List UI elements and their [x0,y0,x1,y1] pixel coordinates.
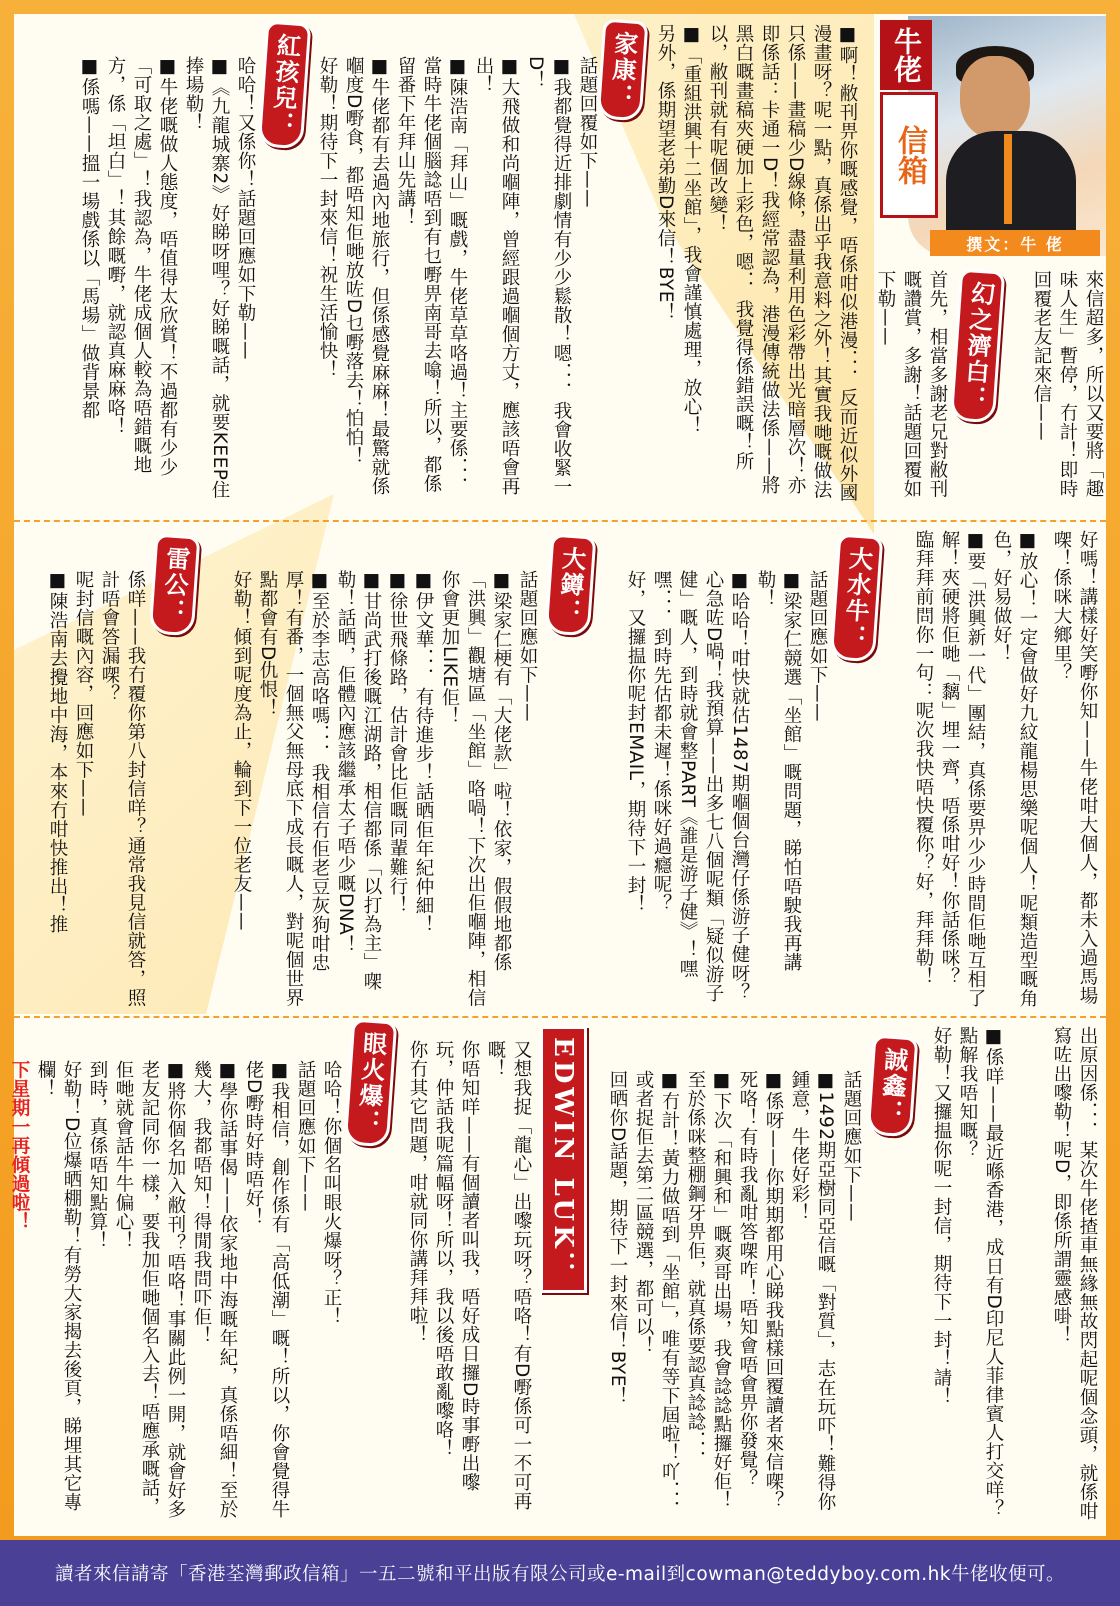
letter-tag-jiakang: 家康： [597,19,649,122]
paragraph: 好勒！期待下一封來信！祝生活愉快！ [317,56,338,379]
middle-answers [880,530,1040,1008]
letter-jiakang [300,56,600,506]
paragraph: 哈哈！又係你！話題回應如下勒—— [235,56,256,360]
closing-line: 下星期一再傾過啦！ [9,1060,30,1231]
paragraph: 你冇其它問題，咁就同你講拜拜啦！ [407,1040,428,1344]
paragraph: 好勒！D位爆晒棚勒！有勞大家揭去後頁，睇埋其它專欄！ [35,1060,82,1512]
letter-leigong [22,570,148,1008]
paragraph: 臨拜拜前問你一句：呢次我快唔快覆你？好，拜拜勒！ [913,530,934,986]
paragraph: 係咩——我冇覆你第八封信咩？通常我見信就答，照計唔會答漏㗎？ [99,570,146,1007]
paragraph: ■冇計！黃力做唔到「坐館」，唯有等下屆啦！吖．．．或者捉佢去第二區競選，都可以！ [633,1070,680,1520]
paragraph: 好嗎！講樣好笑嘢你知——牛佬咁大個人，都未入過馬場㗎！係咪大鄉里？ [1051,530,1098,1005]
paragraph: 話題回覆如下—— [577,56,598,208]
photo-head [960,56,1030,138]
bottom-answers [920,1026,1006,1526]
paragraph: ■陳浩南去攪地中海，本來冇咁快推出！推 [47,570,68,934]
paragraph: 話題回應如下—— [517,570,538,722]
divider [14,1016,1106,1018]
column-title-xinxiang: 信箱 [880,92,938,218]
letter-tag-dashuiniu: 大水牛： [830,534,884,663]
letter-yanhuobao [9,1060,344,1526]
divider [14,520,1106,522]
paragraph: ■至於李志高咯嗎．．．我相信冇佢老豆灰狗咁忠厚！有番，一個無父無母底下成長嘅人，對呢個世界點都會有D仇恨！ [257,570,330,1007]
letter-huanzhi-body [620,24,860,504]
letter-honghai [22,56,258,506]
paragraph: ■啊！敝刊畀你嘅感覺，唔係咁似港漫．．．反而近似外國漫畫呀？呢一點，真係出乎我意料之外！其實我哋嘅做法只係——畫稿少D線條，盡量利用色彩帶出光暗層次！亦即係話：卡通一D！我經常認為，港漫傳統做法係——將黑白嘅畫稿夾硬加上彩色，嗯．．我覺得係錯誤嘅！所以，敝刊就有呢個改變！ [707,24,858,502]
paragraph: 呢封信嘅內容，回應如下—— [73,570,94,817]
column-title-niulao: 牛佬 [880,20,932,90]
paragraph: ■大飛做和尚嗰陣，曾經跟過嗰個方丈，應該唔會再出！ [473,56,520,496]
letter-dazun [200,570,540,1008]
paragraph: ■梁家仁梗有「大佬款」啦！依家，假假地都係「洪興」觀塘區「坐館」咯喎！下次出佢嗰陣，相信你會更加LIKE佢！ [439,570,512,1007]
letter-tag-leigong: 雷公： [149,534,201,637]
paragraph: ■伊文華．．．有待進步！話晒佢年紀仲細！ [413,570,434,934]
paragraph: ■徐世飛條路，估計會比佢嘅同輩難行！ [387,570,408,915]
letter-tag-chengxin: 誠鑫： [867,1035,919,1138]
paragraph: 好，又攞揾你呢封EMAIL，期待下一封！ [625,570,646,914]
paragraph: ■「重組洪興十二坐館」，我會謹慎處理，放心！ [681,24,702,436]
letter-tag-huanzhi: 幻之濟白： [950,269,1005,424]
paragraph: ■牛佬嘅做人態度，唔值得太欣賞！不過都有少少「可取之處」！我認為，牛佬成個人較為唔錯嘅地方，係「坦白」！其餘嘅嘢，就認真麻麻咯！ [105,56,178,477]
photo-lanyard [1004,134,1012,224]
letter-dashuiniu [590,570,830,1008]
paragraph: 出原因係．．．某次牛佬揸車無緣無故閃起呢個念頭，就係咁寫咗出嚟勒！呢D，即係所謂靈感啩！ [1051,1026,1098,1521]
paragraph: ■《九龍城寨2》好睇呀哩？好睇嘅話，就要KEEP住捧場勒！ [183,56,230,500]
paragraph: 另外，係期望老弟勤D來信！BYE！ [655,24,676,322]
paragraph: 話題回應如下—— [807,570,828,722]
paragraph: ■梁家仁競選「坐館」嘅問題，睇怕唔駛我再講勒！ [755,570,802,972]
paragraph: ■係咩——最近喺香港，成日有D印尼人菲律賓人打交咩？點解我唔知嘅？ [957,1026,1004,1519]
paragraph: ■將你個名加入敝刊？唔咯！事關此例一開，就會好多老友記同你一樣，要我加佢哋個名入去！唔應承嘅話，佢哋就會話牛牛偏心！ [113,1060,186,1519]
footer-address: 讀者來信請寄「香港荃灣郵政信箱」一五二號和平出版有限公司或e-mail到cowman@teddyboy.com.hk牛佬收便可。 [0,1540,1120,1606]
paragraph: 又想我捉「龍心」出嚟玩呀？唔咯！有D嘢係可一不可再嘅！ [485,1040,532,1511]
paragraph: ■係呀——你期期都用心睇我點樣回覆讀者來信㗎？死咯！有時我亂咁答㗎咋！唔知會唔會畀你發覺？ [737,1070,784,1510]
paragraph: ■係嗎——搵一場戲係以「馬場」做背景都 [79,56,100,420]
intro-paragraph: 來信超多，所以又要將「趣味人生」暫停，冇計！即時回覆老友記來信—— [1031,270,1104,498]
paragraph: 好勒！傾到呢度為止，輪到下一位老友—— [231,570,252,931]
paragraph: 好勒！又攞揾你呢一封信，期待下一封！請！ [931,1026,952,1406]
byline: 撰文：牛 佬 [930,230,1100,256]
letter-tag-dazun: 大鐏： [545,534,597,637]
paragraph: ■哈哈！咁快就估1487期嗰個台灣仔係游子健呀？心急咗D喎！我預算——出多七八個呢類「疑似游子健」嘅人，到時就會整PART《誰是游子健》！嘿嘿．．．到時先估都未遲！係咪好過癮呢？ [651,570,750,1003]
letter-edwin [390,1040,534,1526]
letter-chengxin [580,1070,864,1526]
paragraph: ■放心！一定會做好九紋龍楊思樂呢個人！呢類造型嘅角色，好易做好！ [991,530,1038,1008]
paragraph: ■要「洪興新一代」團結，真係要畀少少時間佢哋互相了解！夾硬將佢哋「黐」埋一齊，唔係咁好！你話係咪？ [939,530,986,1008]
paragraph: 哈哈！你個名叫眼火爆呀？正！ [321,1060,342,1326]
paragraph: 回晒你D話題，期待下一封來信！BYE！ [607,1070,628,1406]
paragraph: ■我都覺得近排劇情有少少鬆散！嗯．．．我會收緊一D！ [525,56,572,496]
paragraph: 話題回應如下—— [841,1070,862,1222]
middle-intro [1040,530,1100,1008]
paragraph: 你唔知咩——有個讀者叫我，唔好成日攞D時事嘢出嚟玩，仲話我呢篇幅呀！所以，我以後唔敢亂嚟咯！ [433,1040,480,1492]
bottom-intro [1014,1026,1100,1526]
intro-text [986,270,1106,510]
paragraph: ■學你話事偈——依家地中海嘅年紀，真係唔細！至於幾大，我都唔知！得閒我問吓佢！ [191,1060,238,1519]
letter-tag-yanhuobao: 眼火爆： [344,1019,398,1148]
letter-tag-honghai: 紅孩兒： [258,21,312,150]
paragraph: ■牛佬都有去過內地旅行，但係感覺麻麻！最驚就係嗰度D嘢食，都唔知佢哋放咗D乜嘢落去！怕怕！ [343,56,390,496]
paragraph: 首先，相當多謝老兄對敝刊嘅讚賞，多謝！話題回覆如下勒—— [875,270,948,498]
paragraph: ■甘尚武打後嘅江湖路，相信都係「以打為主」㗎勒！話晒，佢體內應該繼承太子唔少嘅DNA！ [335,570,382,991]
paragraph: ■1492期亞樹同亞信嘅「對質」，志在玩吓！難得你鍾意，牛佬好彩！ [789,1070,836,1512]
paragraph: 話題回應如下—— [295,1060,316,1212]
paragraph: ■下次「和興和」嘅爽哥出場，我會諗諗點攞好佢！至於係咪整棚鋼牙畀佢，就真係要認真諗諗．．． [685,1070,732,1510]
paragraph: ■陳浩南「拜山」嘅戲，牛佬草草咯過！主要係．．．當時牛佬個腦諗唔到有乜嘢畀南哥去噏！所以，都係留番下年拜山先講！ [395,56,468,496]
letter-tag-edwin: EDWIN LUK： [540,1026,587,1293]
paragraph: 到時，真係唔知點算！ [87,1060,108,1250]
paragraph: ■我相信，創作係有「高低潮」嘅！所以，你會覺得牛佬D嘢時好時唔好！ [243,1060,290,1519]
